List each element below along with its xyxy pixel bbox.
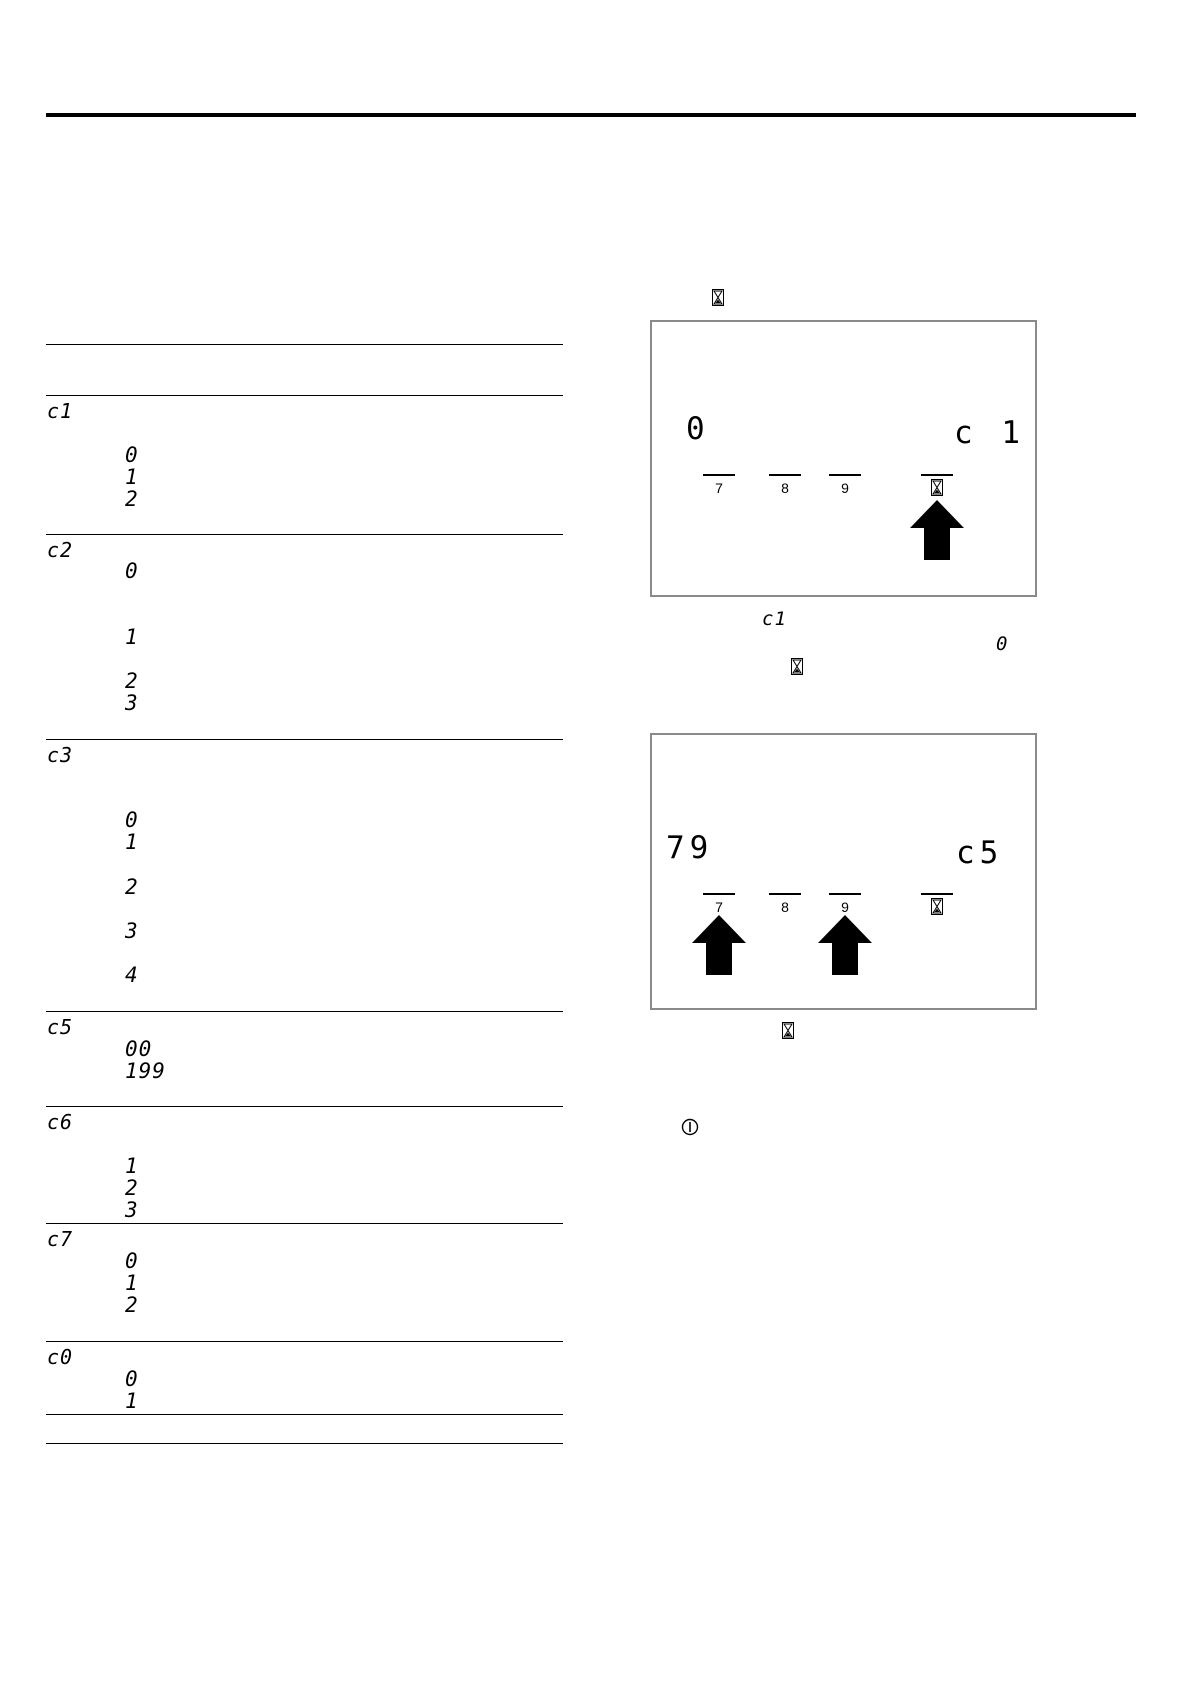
- right-display: c5: [956, 835, 1004, 871]
- c3-value-1: 1: [125, 830, 139, 854]
- c0-value-0: 0: [125, 1367, 139, 1391]
- up-arrow-icon: [692, 915, 746, 975]
- timer-key[interactable]: [921, 893, 953, 915]
- power-icon: [681, 1118, 699, 1136]
- c2-value-2: 2: [125, 669, 139, 693]
- left-display: 79: [666, 830, 714, 866]
- c5-value-0: 00: [125, 1037, 153, 1061]
- c6-value-2: 3: [125, 1198, 139, 1222]
- hourglass-icon: [931, 898, 943, 915]
- left-display: 0: [686, 411, 710, 447]
- c1-value-0: 0: [125, 443, 139, 467]
- c2-value-0: 0: [125, 559, 139, 583]
- c3-value-3: 3: [125, 919, 139, 943]
- table-rule: [46, 534, 563, 535]
- code-c1: c1: [47, 399, 74, 423]
- key-8[interactable]: 8: [769, 474, 801, 496]
- c6-value-0: 1: [125, 1154, 139, 1178]
- hourglass-icon: [791, 658, 803, 675]
- code-c2: c2: [47, 538, 74, 562]
- inline-value-0: 0: [996, 633, 1009, 655]
- c3-value-2: 2: [125, 875, 139, 899]
- table-top-rule: [46, 344, 563, 345]
- inline-code-c1: c1: [762, 608, 787, 630]
- table-rule: [46, 1011, 563, 1012]
- up-arrow-icon: [910, 500, 964, 560]
- header-rule: [46, 113, 1136, 117]
- right-display: c 1: [954, 415, 1025, 451]
- timer-key[interactable]: [921, 474, 953, 496]
- c3-value-0: 0: [125, 808, 139, 832]
- table-rule: [46, 1414, 563, 1415]
- control-panel-illustration-2: [650, 733, 1037, 1010]
- table-bottom-rule: [46, 1443, 563, 1444]
- hourglass-icon: [782, 1022, 794, 1039]
- code-c5: c5: [47, 1015, 74, 1039]
- c1-value-1: 1: [125, 465, 139, 489]
- control-panel-illustration-1: [650, 320, 1037, 597]
- c7-value-2: 2: [125, 1293, 139, 1317]
- c0-value-1: 1: [125, 1389, 139, 1413]
- c3-value-4: 4: [125, 963, 139, 987]
- c1-value-2: 2: [125, 487, 139, 511]
- c6-value-1: 2: [125, 1176, 139, 1200]
- table-rule: [46, 1341, 563, 1342]
- c5-value-1: 199: [125, 1059, 166, 1083]
- code-c6: c6: [47, 1110, 74, 1134]
- code-c3: c3: [47, 743, 74, 767]
- up-arrow-icon: [818, 915, 872, 975]
- key-9[interactable]: 9: [829, 893, 861, 915]
- table-rule: [46, 739, 563, 740]
- key-7[interactable]: 7: [703, 474, 735, 496]
- table-rule: [46, 1106, 563, 1107]
- table-header-rule: [46, 395, 563, 396]
- hourglass-icon: [931, 479, 943, 496]
- c2-value-3: 3: [125, 691, 139, 715]
- key-7[interactable]: 7: [703, 893, 735, 915]
- table-rule: [46, 1223, 563, 1224]
- c7-value-0: 0: [125, 1249, 139, 1273]
- code-c0: c0: [47, 1345, 74, 1369]
- code-c7: c7: [47, 1227, 74, 1251]
- hourglass-icon: [712, 289, 724, 306]
- key-9[interactable]: 9: [829, 474, 861, 496]
- c2-value-1: 1: [125, 625, 139, 649]
- key-8[interactable]: 8: [769, 893, 801, 915]
- c7-value-1: 1: [125, 1271, 139, 1295]
